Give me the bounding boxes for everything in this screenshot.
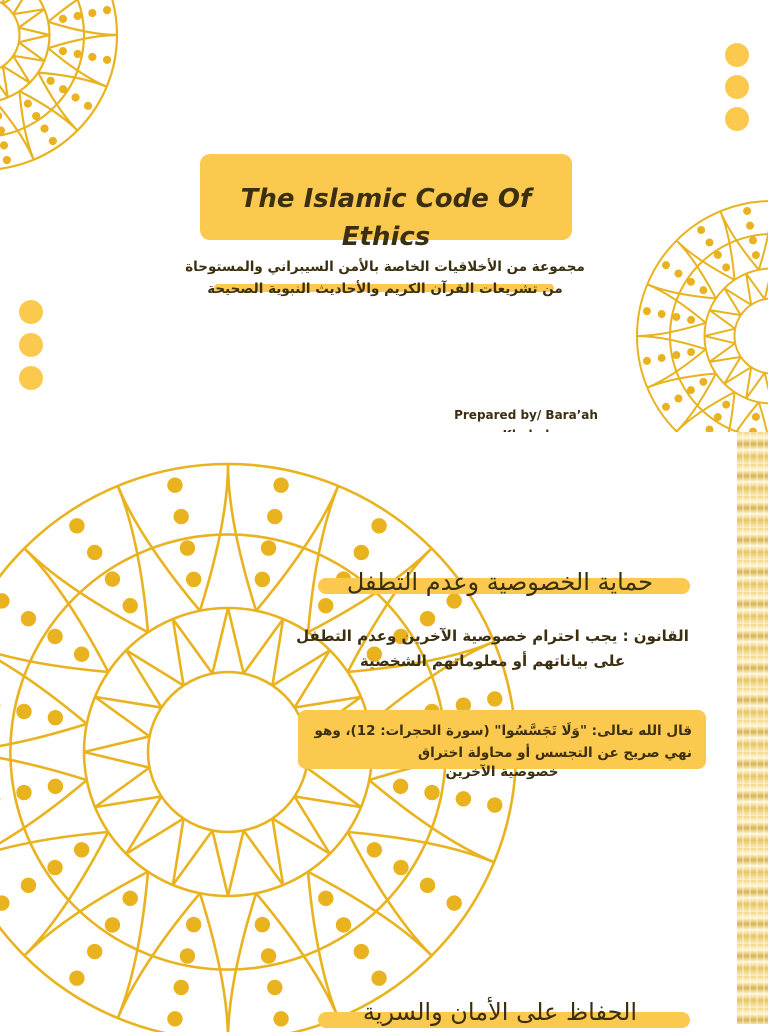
- slide-title: The Islamic Code Of Ethics: [200, 180, 572, 256]
- slide-subtitle: مجموعة من الأخلاقيات الخاصة بالأمن السيبراني والمستوحاة من تشريعات القرآن الكريم والأحاديث النبوية الصحيحة: [180, 256, 590, 300]
- title-slide: [0, 0, 768, 432]
- decorative-dot: [725, 107, 749, 131]
- next-section-heading: الحفاظ على الأمان والسرية: [300, 992, 700, 1032]
- author-credit: Prepared by/ Bara’ah: [440, 405, 612, 445]
- quran-quote-continuation: خصوصية الآخرين: [300, 764, 704, 780]
- section-heading: حماية الخصوصية وعدم التطفل: [300, 562, 700, 602]
- decorative-stripe-lines: [737, 432, 768, 1024]
- decorative-dot: [725, 43, 749, 67]
- decorative-dot: [725, 75, 749, 99]
- mandala-ornament-right: [612, 218, 768, 432]
- content-slide: [0, 432, 768, 1024]
- decorative-dot: [19, 300, 43, 324]
- law-text: القانون : يجب احترام خصوصية الآخرين وعدم التطفل على بياناتهم أو معلوماتهم الشخصية: [290, 624, 695, 674]
- quran-quote: قال الله تعالى: "وَلَا تَجَسَّسُوا" (سورة الحجرات: 12)، وهو نهي صريح عن التجسس أو محاولة اختراق: [300, 720, 692, 764]
- mandala-ornament-top-left: [0, 0, 135, 220]
- decorative-dot: [19, 333, 43, 357]
- mandala-ornament-left: [0, 432, 228, 1024]
- decorative-dot: [19, 366, 43, 390]
